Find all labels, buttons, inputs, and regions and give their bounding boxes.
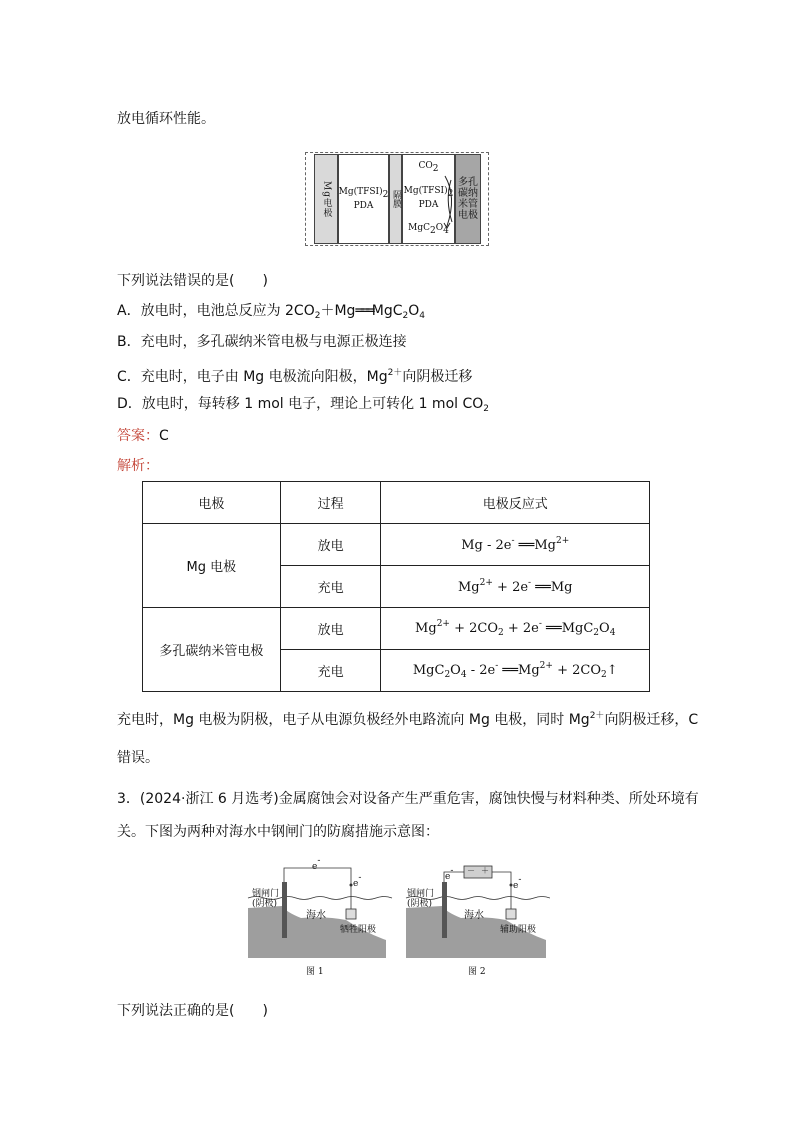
q3-line-1: 3．(2024·浙江 6 月选考)金属腐蚀会对设备产生严重危害，腐蚀快慢与材料种类、所处环境有 [117,791,699,807]
table-row: 多孔碳纳米管电极 放电 $Mg^{2+} + 2CO_2 + 2e^-$ $══MgC_2O_4$ [143,608,650,650]
option-a[interactable]: A．放电时，电池总反应为 $2CO_2+Mg═══MgC_2O_4$ [117,303,425,321]
fig1-gate-label: 钢闸门 (阴极) [252,889,280,909]
explanation-line-2: 错误。 [117,750,159,766]
equation-cnt-charge: $MgC_2O_4 - 2e^-$ $══Mg^{2+}$ + $2CO_2↑$ [381,650,650,692]
battery-diagram [305,152,489,246]
right-electrolyte: $CO_2$ $Mg(TFSI)_2$ PDA $MgC_2O_4$ [402,154,455,244]
option-d[interactable]: D．放电时，每转移 1 mol 电子，理论上可转化 1 mol $CO_2$ [117,396,490,414]
electrode-table [142,481,650,692]
cnt-electrode: 多孔碳纳米管电极 [455,154,481,244]
table-row: 充电 $MgC_2O_4 - 2e^-$ $══Mg^{2+}$ + $2CO_2↑$ [143,650,650,692]
fig2-electron-right: e- [513,875,522,891]
fig2-gate-label: 钢闸门 (阴极) [407,889,435,909]
fig2-minus: － [467,866,475,875]
q2-stem: 下列说法错误的是( ) [117,273,268,289]
fig1-sea-label: 海水 [306,910,326,921]
fig1-caption: 图 1 [306,967,324,977]
intro-text: 放电循环性能。 [117,111,215,127]
fig1-anode-label: 牺牲阳极 [340,925,377,935]
fig2-sea-label: 海水 [464,910,484,921]
left-electrolyte: $Mg(TFSI)_2$ PDA [338,154,389,244]
fig2-caption: 图 2 [468,967,486,977]
analysis-label: 解析： [117,458,159,474]
fig2-electron-left: e- [445,866,454,882]
fig2-plus: ＋ [481,866,489,875]
equation-mg-charge: $Mg^{2+} + 2e^-$ ══Mg [381,566,650,608]
answer-line: 答案：C [117,428,169,444]
explanation-line-1: 充电时，Mg 电极为阴极，电子从电源负极经外电路流向 Mg 电极，同时 $Mg^{2+}$向阴极迁移，C [117,711,699,728]
q3-stem: 下列说法正确的是( ) [117,1003,268,1019]
table-row: Mg 电极 放电 Mg - 2e- $══Mg^{2+}$ [143,524,650,566]
fig1-electron-right: e- [353,873,362,889]
corrosion-figure [246,858,550,980]
fig2-anode-label: 辅助阳极 [500,925,537,935]
option-b[interactable]: B．充电时，多孔碳纳米管电极与电源正极连接 [117,334,407,350]
table-header: 电极 过程 电极反应式 [143,482,650,524]
corrosion-drawing [246,858,550,980]
co2-label: $CO_2$ [418,160,439,174]
mg-electrode: Mg电极 [314,154,338,244]
equation-cnt-discharge: $Mg^{2+} + 2CO_2 + 2e^-$ $══MgC_2O_4$ [381,608,650,650]
table-row: 充电 $Mg^{2+} + 2e^-$ ══Mg [143,566,650,608]
mgc2o4-label: $MgC_2O_4$ [408,223,449,237]
q3-line-2: 关。下图为两种对海水中钢闸门的防腐措施示意图： [117,824,439,840]
equation-mg-discharge: Mg - 2e- $══Mg^{2+}$ [381,524,650,566]
option-c[interactable]: C．充电时，电子由 Mg 电极流向阳极，$Mg^{2+}$向阴极迁移 [117,368,473,385]
separator: 隔膜 [389,154,402,244]
fig1-electron-top: e- [312,856,321,872]
